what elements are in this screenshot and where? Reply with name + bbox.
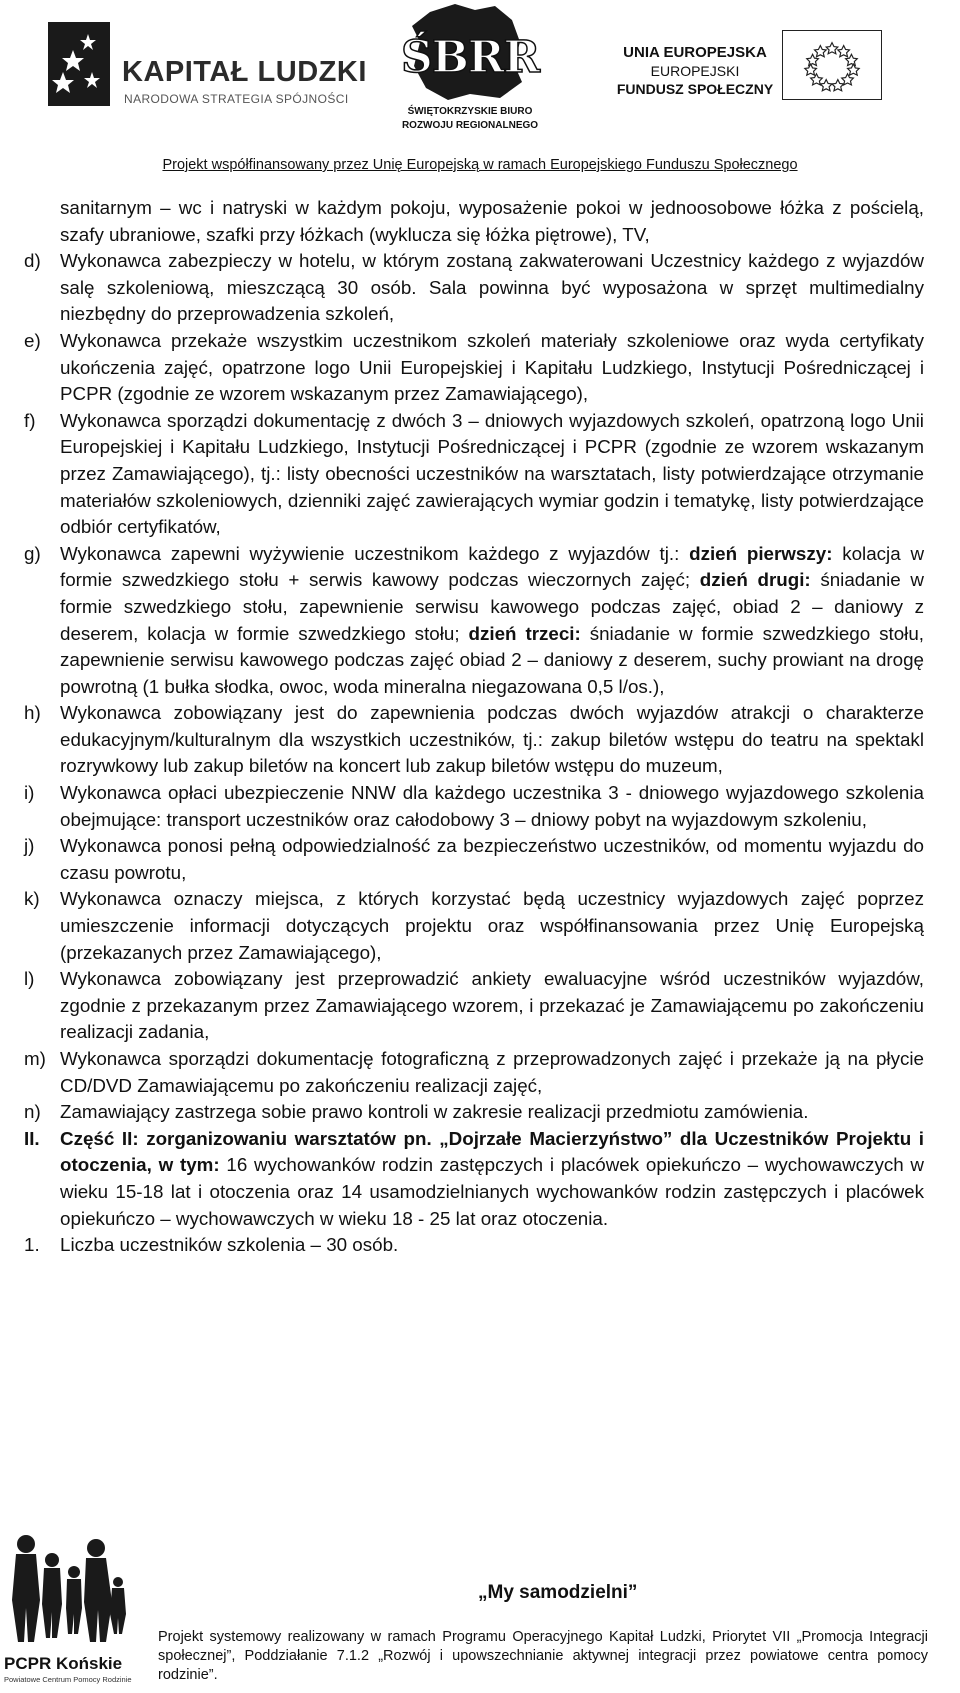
meals-text-4: śniadanie w formie szwedzkiego stołu, zapewnienie serwisu kawowego podczas zajęć obiad 2 – daniowy z deserem, suchy prowiant na drogę powrotną (1 bułka słodka, owoc, woda mineralna niegazowana 0,5 l/os.), <box>60 622 924 697</box>
kapital-ludzki-logo <box>40 18 367 118</box>
list-item-text: Wykonawca ponosi pełną odpowiedzialność za bezpieczeństwo uczestników, od momentu wyjazdu do czasu powrotu, <box>60 835 924 883</box>
eu-flag-icon <box>782 30 882 100</box>
list-marker: e) <box>24 329 41 351</box>
family-silhouette-icon <box>2 1530 132 1645</box>
list-item-text: Wykonawca zobowiązany jest przeprowadzić ankiety ewaluacyjne wśród uczestników wyjazdów, zgodnie z przekazanym przez Zamawiającego wzorem, i przekazać je Zamawiającemu po zakończeniu realizacji zadania, <box>60 968 924 1043</box>
section-ii-text: 16 wychowanków rodzin zastępczych i placówek opiekuńczo – wychowawczych w wieku 15-18 lat i otoczenia oraz 14 usamodzielnianych wychowanków rodzin zastępczych i placówek opiekuńczo – wychowawczych w wieku 18 - 25 lat oraz otoczenia. <box>60 1154 924 1229</box>
meals-text-2: kolacja w formie szwedzkiego stołu + serwis kawowy podczas wieczornych zajęć; <box>60 542 925 591</box>
list-marker: d) <box>24 250 41 272</box>
list-item-text: Wykonawca przekaże wszystkim uczestnikom szkoleń materiały szkoleniowe oraz wyda certyfikaty ukończenia zajęć, opatrzone logo Unii Europejskiej i Kapitału Ludzkiego, Instytucji Pośredniczącej i PCPR (zgodnie ze wzorem wskazanym przez Zamawiającego), <box>60 329 924 405</box>
list-item <box>24 700 924 780</box>
list-item <box>24 966 924 1046</box>
list-item-meals <box>24 541 924 701</box>
page-footer <box>0 1520 960 1693</box>
list-item-text: Wykonawca sporządzi dokumentację fotograficzną z przeprowadzonych zajęć i przekaże ją na płycie CD/DVD Zamawiającemu po zakończeniu realizacji zajęć, <box>60 1048 924 1096</box>
list-marker: n) <box>24 1101 41 1123</box>
pcpr-name: PCPR Końskie <box>4 1654 123 1673</box>
list-item <box>24 780 924 833</box>
sbrr-name: ŚBRR <box>400 32 540 83</box>
list-marker: h) <box>24 702 41 724</box>
section-ii-heading: Część II: zorganizowaniu warsztatów pn. „Dojrzałe Macierzyństwo” dla Uczestników Projektu i otoczenia, w tym: <box>60 1127 924 1176</box>
list-item <box>24 408 924 541</box>
sbrr-line2: ROZWOJU REGIONALNEGO <box>401 120 539 131</box>
meals-text-3: śniadanie w formie szwedzkiego stołu, zapewnienie serwisu kawowego podczas zajęć, obiad 2 – daniowy z deserem, kolacja w formie szwedzkiego stołu; <box>60 569 924 644</box>
list-item <box>24 833 924 886</box>
document-body <box>24 195 924 1259</box>
eu-line1: UNIA EUROPEJSKA <box>623 44 767 61</box>
intro-paragraph: sanitarnym – wc i natryski w każdym pokoju, wyposażenie pokoi w jednoosobowe łóżka z pościelą, szafy ubraniowe, szafki przy łóżkach (wyklucza się łóżka piętrowe), TV, <box>60 197 924 245</box>
pcpr-subtitle: Powiatowe Centrum Pomocy Rodzinie <box>4 1675 132 1684</box>
kapital-ludzki-stars-icon <box>40 18 115 110</box>
eu-line3: FUNDUSZ SPOŁECZNY <box>616 81 774 97</box>
list-marker: f) <box>24 409 36 431</box>
sbrr-line1: ŚWIĘTOKRZYSKIE BIURO <box>407 106 533 117</box>
eu-line2: EUROPEJSKI <box>650 63 740 79</box>
meals-day3-label: dzień trzeci: <box>468 622 581 644</box>
kapital-ludzki-subtitle: NARODOWA STRATEGIA SPÓJNOŚCI <box>124 92 349 106</box>
list-marker: j) <box>24 835 35 857</box>
list-marker: k) <box>24 888 40 910</box>
footer-project-text: Projekt systemowy realizowany w ramach Programu Operacyjnego Kapitał Ludzki, Priorytet VII „Promocja Integracji społecznej”, Poddziałanie 7.1.2 „Rozwój i upowszechnianie aktywnej integracji przez powiatowe centra pomocy rodzinie”. <box>158 1629 928 1683</box>
list-item <box>24 886 924 966</box>
meals-day2-label: dzień drugi: <box>699 569 811 591</box>
list-marker: i) <box>24 782 35 804</box>
eu-fund-label <box>615 44 775 98</box>
meals-day1-label: dzień pierwszy: <box>689 542 833 564</box>
sbrr-logo <box>395 2 575 132</box>
list-item <box>24 248 924 328</box>
list-item <box>24 1046 924 1099</box>
numbered-item <box>24 1232 924 1259</box>
list-item-text: Wykonawca zabezpieczy w hotelu, w którym zostaną zakwaterowani Uczestnicy każdego z wyjazdów salę szkoleniową, mieszczącą 30 osób. Sala powinna być wyposażona w sprzęt multimedialny niezbędny do przeprowadzenia szkoleń, <box>60 250 924 325</box>
project-slogan: „My samodzielni” <box>478 1582 638 1603</box>
list-marker: g) <box>24 542 41 564</box>
list-item-text: Wykonawca oznaczy miejsca, z których korzystać będą uczestnicy wyjazdowych zajęć poprzez umieszczenie informacji dotyczących projektu oraz współfinansowania przez Unię Europejską (przekazanych przez Zamawiającego), <box>60 888 924 963</box>
meals-text-1: Wykonawca zapewni wyżywienie uczestnikom każdego z wyjazdów tj.: <box>60 542 690 564</box>
list-item-text: Wykonawca opłaci ubezpieczenie NNW dla każdego uczestnika 3 - dniowego wyjazdowego szkolenia obejmujące: transport uczestników oraz całodobowy 3 – dniowy pobyt na wyjazdowym szkoleniu, <box>60 782 924 830</box>
list-item-text: Zamawiający zastrzega sobie prawo kontroli w zakresie realizacji przedmiotu zamówienia. <box>60 1101 809 1123</box>
numbered-item-text: Liczba uczestników szkolenia – 30 osób. <box>60 1234 399 1256</box>
project-cofinancing-line: Projekt współfinansowany przez Unię Europejską w ramach Europejskiego Funduszu Społecznego <box>162 157 798 173</box>
list-marker: l) <box>24 968 35 990</box>
numbered-marker: 1. <box>24 1234 40 1256</box>
section-ii <box>24 1126 924 1232</box>
list-item <box>24 328 924 408</box>
section-marker: II. <box>24 1127 40 1149</box>
list-item-text: Wykonawca zobowiązany jest do zapewnienia podczas dwóch wyjazdów atrakcji o charakterze edukacyjnym/kulturalnym dla wszystkich uczestników, tj.: zakup biletów wstępu do teatru na spektakl rozrywkowy lub zakup biletów na koncert lub zakup biletów wstępu do muzeum, <box>60 702 924 777</box>
list-marker: m) <box>24 1048 46 1069</box>
list-item-text: Wykonawca sporządzi dokumentację z dwóch 3 – dniowych wyjazdowych szkoleń, opatrzoną logo Unii Europejskiej i Kapitału Ludzkiego, Instytucji Pośredniczącej i PCPR (zgodnie ze wzorem wskazanym przez Zamawiającego), tj.: listy obecności uczestników na warsztatach, listy potwierdzające otrzymanie materiałów szkoleniowych, dzienniki zajęć zawierających wymiar godzin i tematykę, listy potwierdzające odbiór certyfikatów, <box>60 409 924 538</box>
list-item <box>24 1099 924 1126</box>
page-header <box>0 0 960 185</box>
kapital-ludzki-title: KAPITAŁ LUDZKI <box>122 56 367 88</box>
